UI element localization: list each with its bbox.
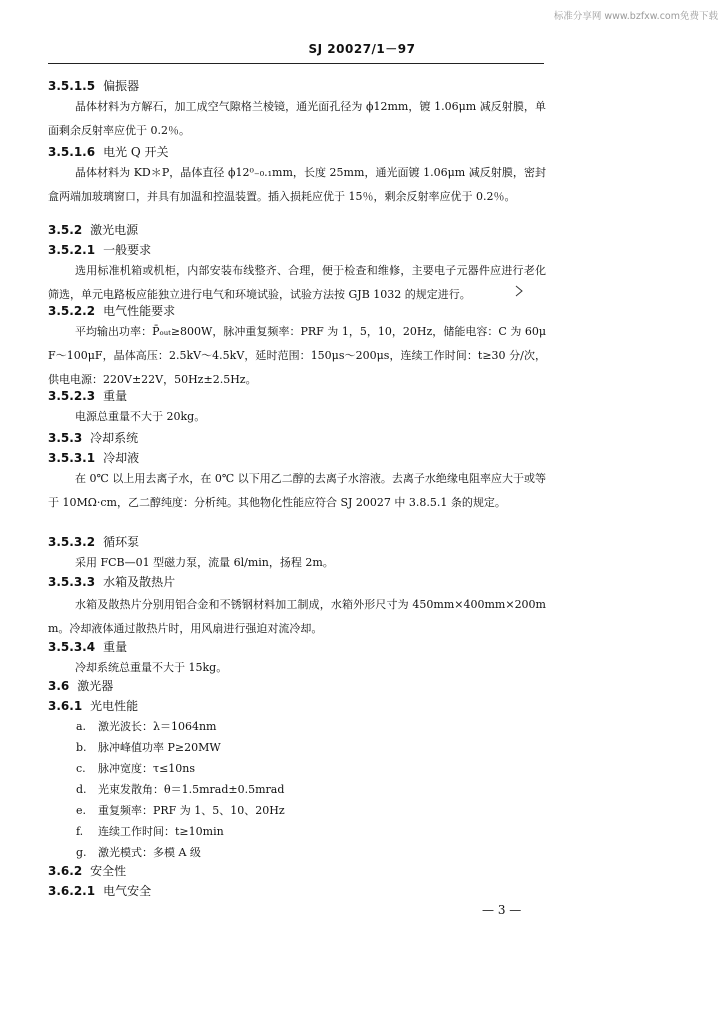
section-heading-3-5-1-6: 3.5.1.6 电光 Q 开关: [48, 145, 169, 159]
paragraph-coolant: 在 0℃ 以上用去离子水，在 0℃ 以下用乙二醇的去离子水溶液。去离子水绝缘电阻率应大于或等于 10MΩ·cm，乙二醇纯度：分析纯。其他物化性能应符合 SJ 20027 中 3.8.5.1 条的规定。: [48, 472, 546, 509]
section-heading-3-5-3-3: 3.5.3.3 水箱及散热片: [48, 575, 176, 589]
section-heading-3-5-1-5: 3.5.1.5 偏振器: [48, 79, 140, 93]
document-header: SJ 20027/1－97: [308, 42, 416, 56]
section-heading-3-6-2-1: 3.6.2.1 电气安全: [48, 884, 152, 898]
paragraph-electrical-performance: 平均输出功率：P̄ₒᵤₜ≥800W，脉冲重复频率：PRF 为 1，5，10，20Hz，储能电容：C 为 60μF～100μF，晶体高压：2.5kV～4.5kV，延时范围：150μs～200μs，连续工作时间：t≥30 分/次，供电电源：220V±22V，50Hz±2.5Hz。: [48, 325, 546, 386]
list-item: a. 激光波长：λ＝1064nm: [76, 720, 217, 733]
list-item: g. 激光模式：多模 A 级: [76, 846, 201, 859]
section-heading-3-5-3-1: 3.5.3.1 冷却液: [48, 451, 140, 465]
section-heading-3-5-2-1: 3.5.2.1 一般要求: [48, 243, 152, 257]
section-heading-3-6-1: 3.6.1 光电性能: [48, 699, 139, 713]
section-heading-3-5-3-4: 3.5.3.4 重量: [48, 640, 128, 654]
paragraph-general-requirements: 选用标准机箱或机柜，内部安装布线整齐、合理，便于检查和维修，主要电子元器件应进行老化筛选，单元电路板应能独立进行电气和环境试验，试验方法按 GJB 1032 的规定进行。: [48, 264, 546, 301]
watermark: 标准分享网 www.bzfxw.com免费下载: [553, 11, 718, 22]
section-heading-3-6: 3.6 激光器: [48, 679, 114, 693]
list-item: e. 重复频率：PRF 为 1、5、10、20Hz: [76, 804, 285, 817]
paragraph-pump: 采用 FCB—01 型磁力泵，流量 6l/min，扬程 2m。: [75, 556, 334, 569]
list-item: b. 脉冲峰值功率 P≥20MW: [76, 741, 221, 754]
page-number: — 3 —: [482, 903, 522, 917]
section-heading-3-6-2: 3.6.2 安全性: [48, 864, 127, 878]
list-item: f. 连续工作时间：t≥10min: [76, 825, 224, 838]
section-heading-3-5-2-3: 3.5.2.3 重量: [48, 389, 128, 403]
section-heading-3-5-3: 3.5.3 冷却系统: [48, 431, 139, 445]
paragraph-power-weight: 电源总重量不大于 20kg。: [75, 410, 206, 423]
section-heading-3-5-2-2: 3.5.2.2 电气性能要求: [48, 304, 176, 318]
header-rule: [48, 63, 544, 64]
paragraph-tank-radiator: 水箱及散热片分别用铝合金和不锈钢材料加工制成，水箱外形尺寸为 450mm×400mm×200mm。冷却液体通过散热片时，用风扇进行强迫对流冷却。: [48, 598, 546, 635]
list-item: c. 脉冲宽度：τ≤10ns: [76, 762, 196, 775]
section-heading-3-5-3-2: 3.5.3.2 循环泵: [48, 535, 140, 549]
paragraph-polarizer: 晶体材料为方解石，加工成空气隙格兰棱镜，通光面孔径为 ϕ12mm，镀 1.06μm 减反射膜，单面剩余反射率应优于 0.2％。: [48, 100, 546, 137]
list-item: d. 光束发散角：θ＝1.5mrad±0.5mrad: [76, 783, 285, 796]
paragraph-q-switch: 晶体材料为 KD＊P，晶体直径 ϕ12⁰₋₀.₁mm，长度 25mm，通光面镀 1.06μm 减反射膜，密封盒两端加玻璃窗口，并具有加温和控温装置。插入损耗应优于 15％，剩余反射率应优于 0.2％。: [48, 166, 546, 203]
scan-mark: [514, 284, 524, 298]
section-heading-3-5-2: 3.5.2 激光电源: [48, 223, 139, 237]
paragraph-cooling-weight: 冷却系统总重量不大于 15kg。: [75, 661, 228, 674]
